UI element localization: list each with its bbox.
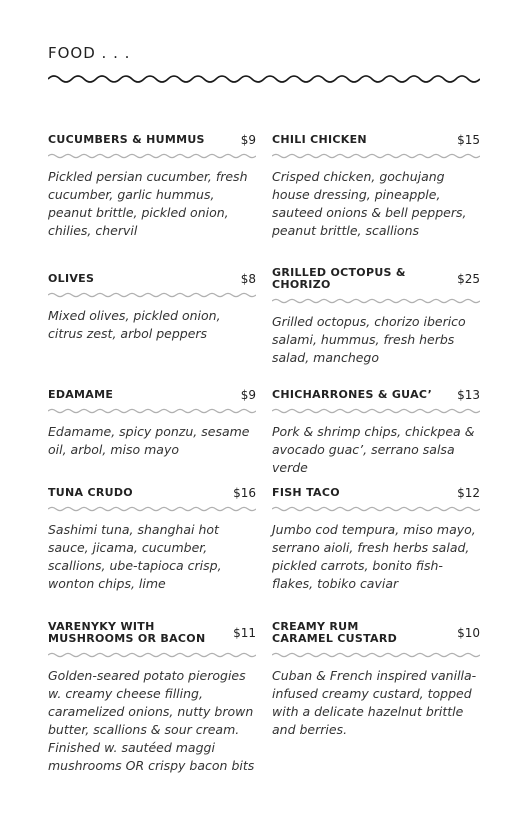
item-wave-divider [272, 297, 480, 305]
item-name: CUCUMBERS & HUMMUS [48, 133, 205, 146]
item-description: Mixed olives, pickled onion, citrus zest, arbol peppers [48, 308, 221, 341]
item-name: FISH TACO [272, 486, 340, 499]
menu-item [48, 486, 256, 593]
item-price: $10 [457, 626, 480, 640]
item-wave-divider [48, 505, 256, 513]
item-price: $13 [457, 388, 480, 402]
item-price: $9 [240, 133, 256, 147]
item-price: $8 [240, 272, 256, 286]
item-name: CHICHARRONES & GUAC’ [272, 388, 433, 401]
item-description: Jumbo cod tempura, miso mayo, serrano aioli, fresh herbs salad, pickled carrots, bonito fish-flakes, tobiko caviar [272, 522, 476, 591]
heading-wave-divider [48, 72, 480, 86]
item-wave-divider [48, 651, 256, 659]
item-wave-divider [48, 291, 256, 299]
item-price: $15 [457, 133, 480, 147]
item-name: EDAMAME [48, 388, 114, 401]
item-name: OLIVES [48, 272, 95, 285]
menu-heading: FOOD . . . [48, 44, 131, 62]
item-wave-divider [272, 407, 480, 415]
item-wave-divider [48, 152, 256, 160]
menu-item [272, 133, 480, 240]
item-wave-divider [272, 152, 480, 160]
item-name: VARENYKY WITH MUSHROOMS OR BACON [48, 620, 206, 645]
menu-item [272, 266, 480, 367]
menu-item [272, 620, 480, 739]
item-price: $9 [240, 388, 256, 402]
item-description: Grilled octopus, chorizo iberico salami, hummus, fresh herbs salad, manchego [272, 314, 466, 365]
item-description: Cuban & French inspired vanilla-infused creamy custard, topped with a delicate hazelnut brittle and berries. [272, 668, 477, 737]
item-description: Golden-seared potato pierogies w. creamy cheese filling, caramelized onions, nutty brown butter, scallions & sour cream. Finished w. sautéed maggi mushrooms OR crispy bacon bits [48, 668, 255, 773]
item-name: CHILI CHICKEN [272, 133, 367, 146]
item-wave-divider [272, 651, 480, 659]
menu-item [272, 486, 480, 593]
item-name: TUNA CRUDO [48, 486, 133, 499]
item-name: GRILLED OCTOPUS & CHORIZO [272, 266, 406, 291]
item-name: CREAMY RUM CARAMEL CUSTARD [272, 620, 398, 645]
item-price: $16 [233, 486, 256, 500]
item-description: Pickled persian cucumber, fresh cucumber, garlic hummus, peanut brittle, pickled onion, chilies, chervil [48, 169, 248, 238]
menu-item [48, 133, 256, 240]
item-wave-divider [48, 407, 256, 415]
item-description: Edamame, spicy ponzu, sesame oil, arbol, miso mayo [48, 424, 250, 457]
item-description: Sashimi tuna, shanghai hot sauce, jicama, cucumber, scallions, ube-tapioca crisp, wonton chips, lime [48, 522, 222, 591]
item-description: Pork & shrimp chips, chickpea & avocado guac’, serrano salsa verde [272, 424, 475, 475]
item-price: $11 [233, 626, 256, 640]
menu-item [48, 620, 256, 775]
item-wave-divider [272, 505, 480, 513]
menu-item [48, 388, 256, 459]
item-price: $25 [457, 272, 480, 286]
menu-item [272, 388, 480, 477]
menu-item [48, 272, 256, 343]
item-description: Crisped chicken, gochujang house dressing, pineapple, sauteed onions & bell peppers, peanut brittle, scallions [272, 169, 467, 238]
item-price: $12 [457, 486, 480, 500]
